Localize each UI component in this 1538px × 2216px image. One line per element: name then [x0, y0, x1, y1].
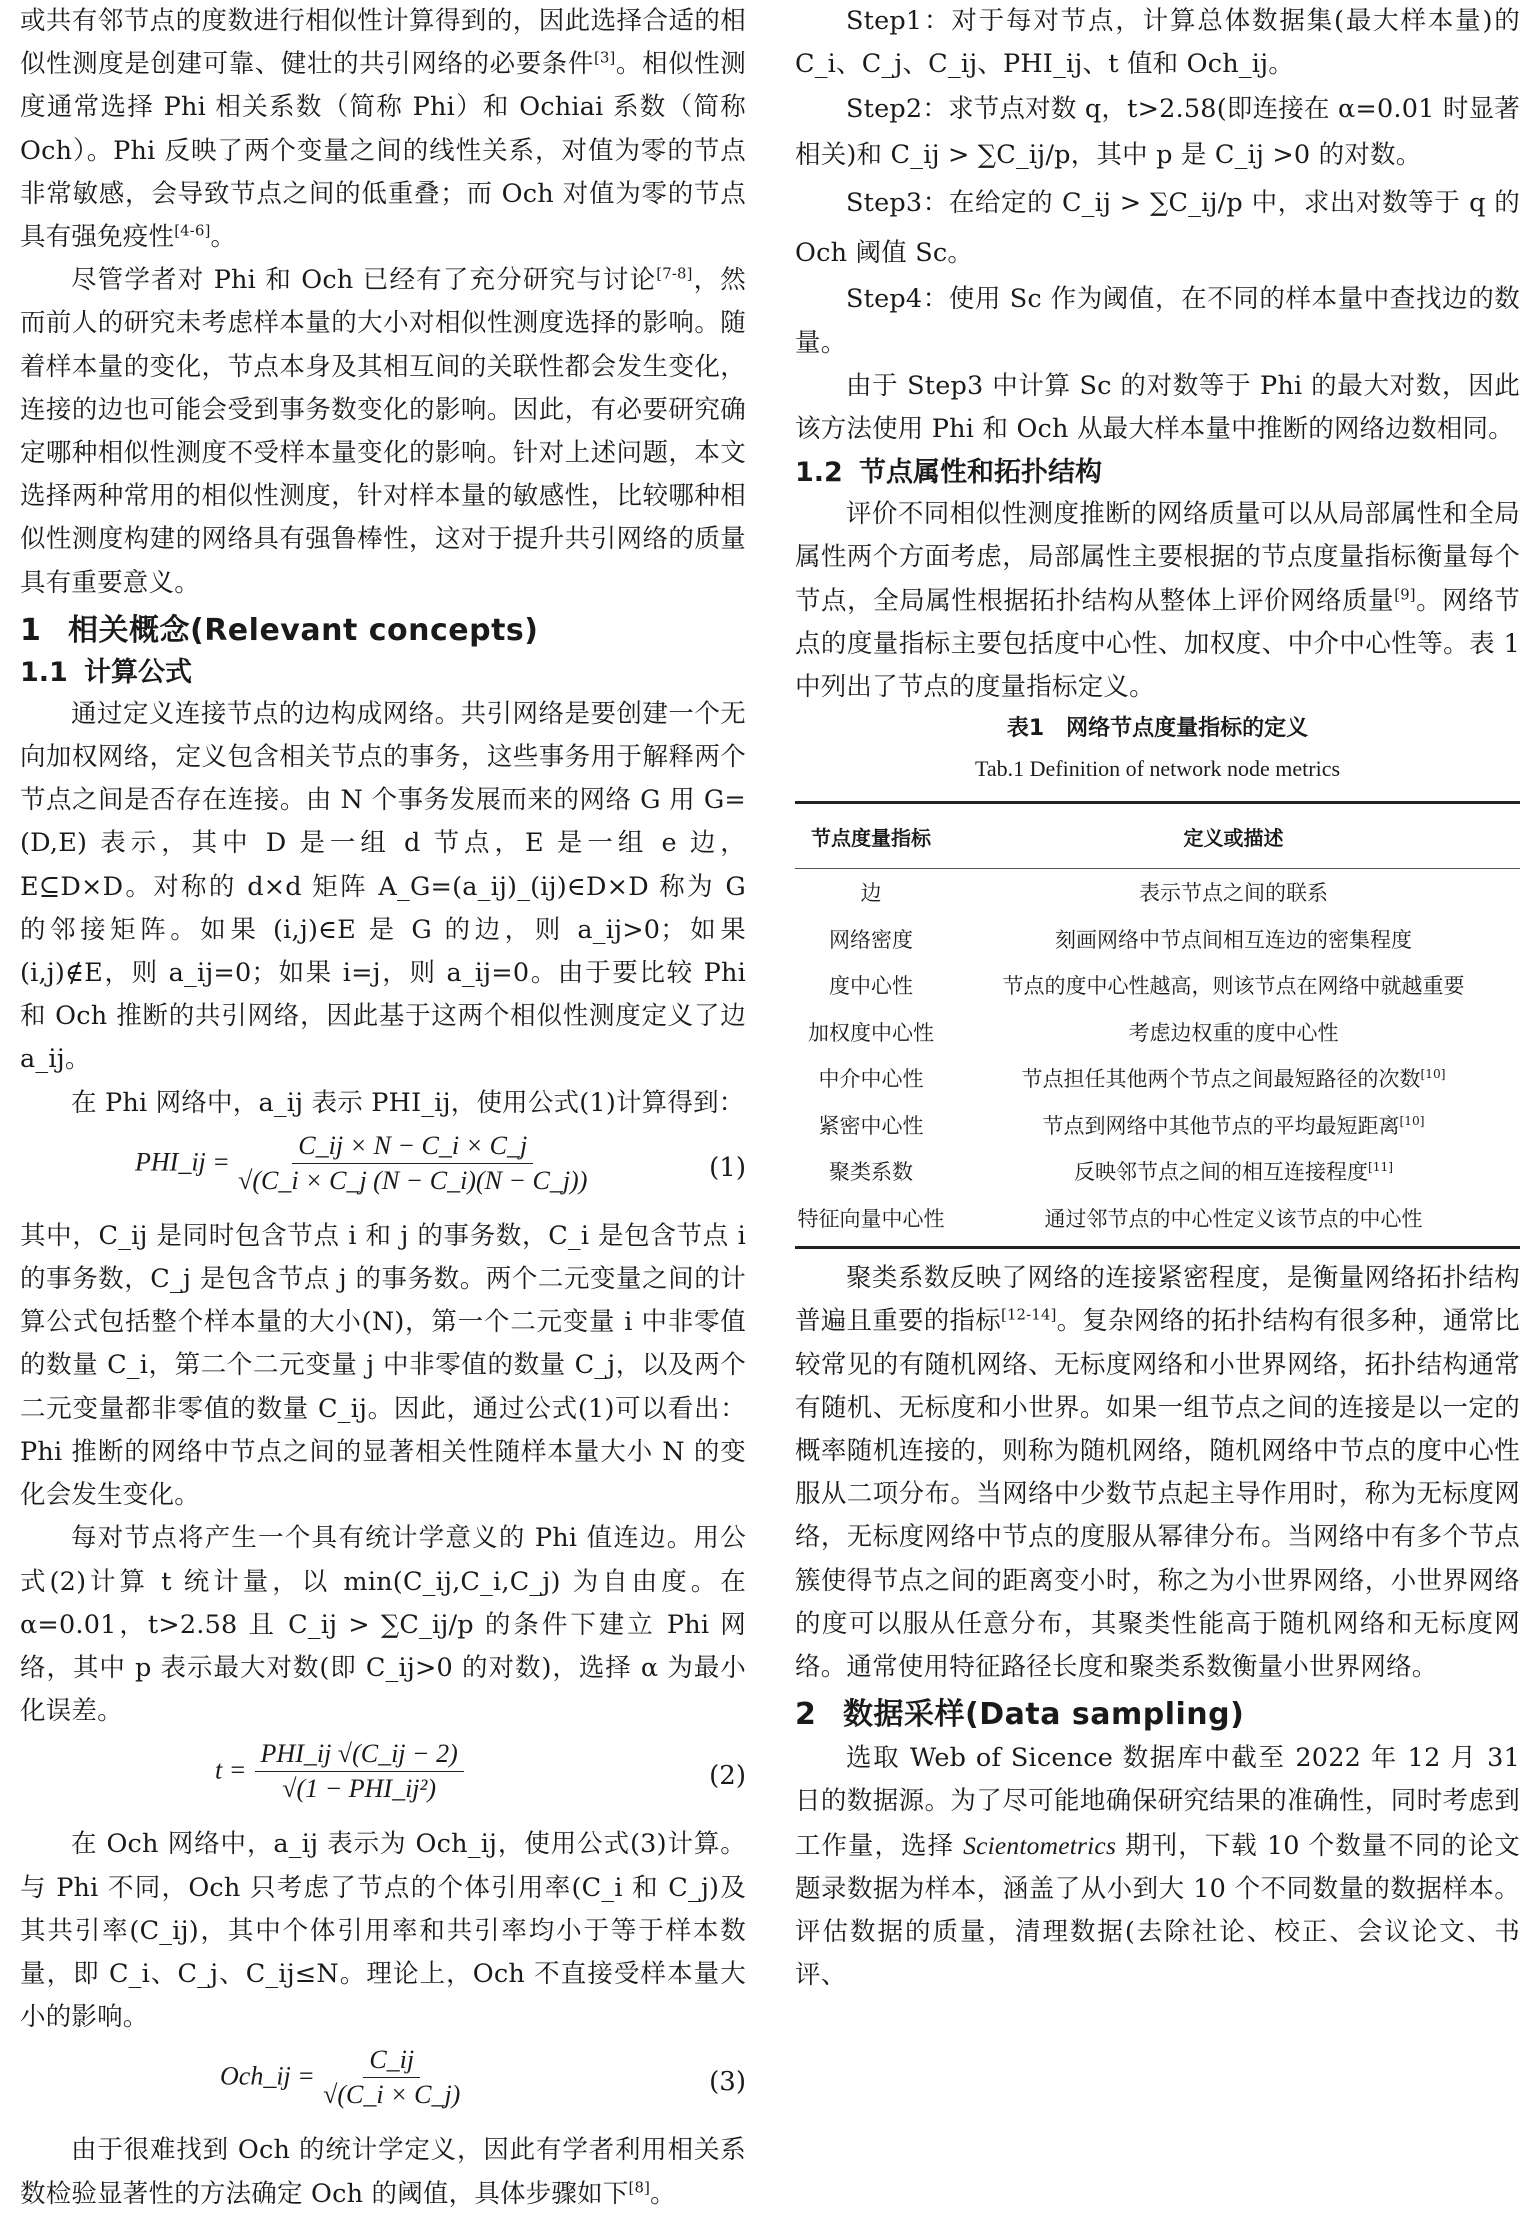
citation: [8] [628, 2179, 651, 2197]
metric-name: 加权度中心性 [808, 1020, 934, 1045]
paragraph-t-statistic: 每对节点将产生一个具有统计学意义的 Phi 值连边。用公式(2)计算 t 统计量，以 min(C_ij,C_i,C_j) 为自由度。在 α=0.01，t>2.58 且 C_ij > ∑C_ij/p 的条件下建立 Phi 网络，其中 p 表示最大对数(即 C_ij>0 的对数)，选择 α 为最小化误差。 [20, 1523, 746, 1727]
equation-lhs: t = [215, 1755, 247, 1785]
metric-definition: 考虑边权重的度中心性 [1128, 1020, 1339, 1045]
paragraph-evaluation: 评价不同相似性测度推断的网络质量可以从局部属性和全局属性两个方面考虑，局部属性主要根据的节点度量指标衡量每个节点，全局属性根据拓扑结构从整体上评价网络质量[9]。网络节点的度量指标主要包括度中心性、加权度、中介中心性等。表 1 中列出了节点的度量指标定义。 [795, 499, 1520, 703]
journal-name: Scientometrics [963, 1830, 1117, 1860]
table-row [795, 1055, 1520, 1102]
table-row [795, 1009, 1520, 1056]
metric-name: 中介中心性 [818, 1067, 924, 1092]
step-2: Step2：求节点对数 q，t>2.58(即连接在 α=0.01 时显著相关)和 C_ij > ∑C_ij/p，其中 p 是 C_ij >0 的对数。 [795, 94, 1520, 171]
paragraph-network-definition: 通过定义连接节点的边构成网络。共引网络是要创建一个无向加权网络，定义包含相关节点的事务，这些事务用于解释两个节点之间是否存在连接。由 N 个事务发展而来的网络 G 用 G=(D,E) 表示，其中 D 是一组 d 节点，E 是一组 e 边，E⊆D×D。对称的 d×d 矩阵 A_G=(a_ij)_(ij)∈D×D 称为 G 的邻接矩阵。如果 (i,j)∈E 是 G 的边，则 a_ij>0；如果 (i,j)∉E，则 a_ij=0；如果 i=j，则 a_ij=0。由于要比较 Phi 和 Och 推断的共引网络，因此基于这两个相似性测度定义了边 a_ij。 [20, 698, 746, 1075]
metric-name: 聚类系数 [829, 1160, 913, 1185]
table-row [795, 1102, 1520, 1149]
metric-name: 紧密中心性 [818, 1113, 924, 1138]
table-row [795, 1148, 1520, 1195]
paragraph-motivation: 尽管学者对 Phi 和 Och 已经有了充分研究与讨论[7-8]，然而前人的研究未考虑样本量的大小对相似性测度选择的影响。随着样本量的变化，节点本身及其相互间的关联性都会发生变化，连接的边也可能会受到事务数变化的影响。因此，有必要研究确定哪种相似性测度不受样本量变化的影响。针对上述问题，本文选择两种常用的相似性测度，针对样本量的敏感性，比较哪种相似性测度构建的网络具有强鲁棒性，这对于提升共引网络的质量具有重要意义。 [20, 265, 747, 598]
table-row [795, 869, 1520, 916]
paragraph-intro: 或共有邻节点的度数进行相似性计算得到的，因此选择合适的相似性测度是创建可靠、健壮的共引网络的必要条件[3]。相似性测度通常选择 Phi 相关系数（简称 Phi）和 Ochiai 系数（简称 Och）。Phi 反映了两个变量之间的线性关系，对值为零的节点非常敏感，会导致节点之间的低重叠；而 Och 对值为零的节点具有强免疫性[4-6]。 [20, 6, 746, 253]
paragraph-phi-explanation: 其中，C_ij 是同时包含节点 i 和 j 的事务数，C_i 是包含节点 i 的事务数，C_j 是包含节点 j 的事务数。两个二元变量之间的计算公式包括整个样本量的大小(N)，第一个二元变量 i 中非零值的数量 C_i，第二个二元变量 j 中非零值的数量 C_j，以及两个二元变量都非零值的数量 C_ij。因此，通过公式(1)可以看出：Phi 推断的网络中节点之间的显著相关性随样本量大小 N 的变化会发生变化。 [20, 1220, 746, 1511]
citation: [7-8] [656, 265, 693, 283]
table-caption-en: Tab.1 Definition of network node metrics [974, 756, 1341, 782]
citation: [4-6] [174, 222, 211, 240]
citation: [11] [1368, 1160, 1393, 1175]
metric-name: 度中心性 [829, 974, 913, 999]
left-column [20, 0, 746, 2216]
table-row [795, 962, 1520, 1009]
subsection-heading-1-2: 1.2 节点属性和拓扑结构 [795, 457, 1102, 489]
table-row [795, 916, 1520, 963]
paragraph-data-source: 选取 Web of Sicence 数据库中截至 2022 年 12 月 31 日的数据源。为了尽可能地确保研究结果的准确性，同时考虑到工作量，选择 Scientometrics 期刊，下载 10 个数量不同的论文题录数据为样本，涵盖了从小到大 10 个不同数量的数据样本。评估数据的质量，清理数据(去除社论、校正、会议论文、书评、 [795, 1743, 1520, 1991]
equation-1 [20, 1125, 746, 1215]
equation-numerator: C_ij [363, 2045, 420, 2078]
table-caption-cn: 表1 网络节点度量指标的定义 [1006, 716, 1309, 742]
table-header-row [795, 803, 1520, 869]
paragraph-phi-intro: 在 Phi 网络中，a_ij 表示 PHI_ij，使用公式(1)计算得到： [71, 1087, 745, 1118]
equation-number: (2) [709, 1761, 746, 1792]
equation-number: (3) [709, 2067, 746, 2098]
citation: [12-14] [1000, 1306, 1057, 1324]
paragraph-och-threshold: 由于很难找到 Och 的统计学定义，因此有学者利用相关系数检验显著性的方法确定 Och 的阈值，具体步骤如下[8]。 [20, 2135, 746, 2209]
equation-lhs: Och_ij = [220, 2061, 315, 2091]
equation-number: (1) [709, 1152, 746, 1183]
metric-definition: 节点的度中心性越高，则该节点在网络中就越重要 [1002, 974, 1465, 999]
subsection-heading-1-1: 1.1 计算公式 [20, 656, 192, 688]
equation-lhs: PHI_ij = [135, 1147, 230, 1177]
equation-numerator: C_ij × N − C_i × C_j [292, 1131, 533, 1164]
metric-definition: 通过邻节点的中心性定义该节点的中心性 [1044, 1206, 1423, 1231]
metric-name: 特征向量中心性 [797, 1206, 945, 1231]
step-1: Step1：对于每对节点，计算总体数据集(最大样本量)的 C_i、C_j、C_ij、PHI_ij、t 值和 Och_ij。 [795, 6, 1520, 80]
section-heading-2: 2 数据采样(Data sampling) [795, 1697, 1245, 1733]
metric-definition: 刻画网络中节点间相互连边的密集程度 [1055, 927, 1412, 952]
metric-definition: 节点到网络中其他节点的平均最短距离[10] [1042, 1113, 1425, 1138]
metric-name: 边 [860, 881, 882, 906]
equation-denominator: √(C_i × C_j) [323, 2080, 461, 2110]
metrics-table [795, 801, 1520, 1249]
step-3: Step3：在给定的 C_ij > ∑C_ij/p 中，求出对数等于 q 的 Och 阈值 Sc。 [795, 188, 1520, 269]
section-heading-1: 1 相关概念(Relevant concepts) [20, 612, 539, 648]
equation-3 [20, 2039, 746, 2129]
equation-denominator: √(1 − PHI_ij²) [282, 1774, 436, 1804]
citation: [3] [593, 49, 616, 67]
paragraph-och-intro: 在 Och 网络中，a_ij 表示为 Och_ij，使用公式(3)计算。与 Phi 不同，Och 只考虑了节点的个体引用率(C_i 和 C_j)及其共引率(C_ij)，其中个体引用率和共引率均小于等于样本数量，即 C_i、C_j、C_ij≤N。理论上，Och 不直接受样本量大小的影响。 [20, 1829, 746, 2033]
header-definition: 定义或描述 [1183, 825, 1284, 850]
equation-numerator: PHI_ij √(C_ij − 2) [255, 1739, 464, 1772]
table-row [795, 1195, 1520, 1248]
right-column [795, 0, 1520, 1997]
citation: [10] [1399, 1113, 1425, 1128]
citation: [9] [1394, 586, 1416, 604]
header-metric: 节点度量指标 [811, 825, 931, 850]
citation: [10] [1420, 1067, 1446, 1082]
table-body [795, 869, 1520, 1248]
metric-definition: 反映邻节点之间的相互连接程度[11] [1074, 1160, 1393, 1185]
metric-name: 网络密度 [829, 927, 913, 952]
step-4: Step4：使用 Sc 作为阈值，在不同的样本量中查找边的数量。 [795, 284, 1520, 358]
paragraph-clustering: 聚类系数反映了网络的连接紧密程度，是衡量网络拓扑结构普遍且重要的指标[12-14]。复杂网络的拓扑结构有很多种，通常比较常见的有随机网络、无标度网络和小世界网络，拓扑结构通常有随机、无标度和小世界。如果一组节点之间的连接是以一定的概率随机连接的，则称为随机网络，随机网络中节点的度中心性服从二项分布。当网络中少数节点起主导作用时，称为无标度网络，无标度网络中节点的度服从幂律分布。当网络中有多个节点簇使得节点之间的距离变小时，称之为小世界网络，小世界网络的度可以服从任意分布，其聚类性能高于随机网络和无标度网络。通常使用特征路径长度和聚类系数衡量小世界网络。 [795, 1263, 1520, 1683]
metric-definition: 节点担任其他两个节点之间最短路径的次数[10] [1021, 1067, 1446, 1092]
paragraph-step-summary: 由于 Step3 中计算 Sc 的对数等于 Phi 的最大对数，因此该方法使用 Phi 和 Och 从最大样本量中推断的网络边数相同。 [795, 370, 1520, 445]
equation-2 [20, 1733, 746, 1823]
equation-denominator: √(C_i × C_j (N − C_i)(N − C_j)) [238, 1165, 588, 1195]
metric-definition: 表示节点之间的联系 [1139, 881, 1328, 906]
